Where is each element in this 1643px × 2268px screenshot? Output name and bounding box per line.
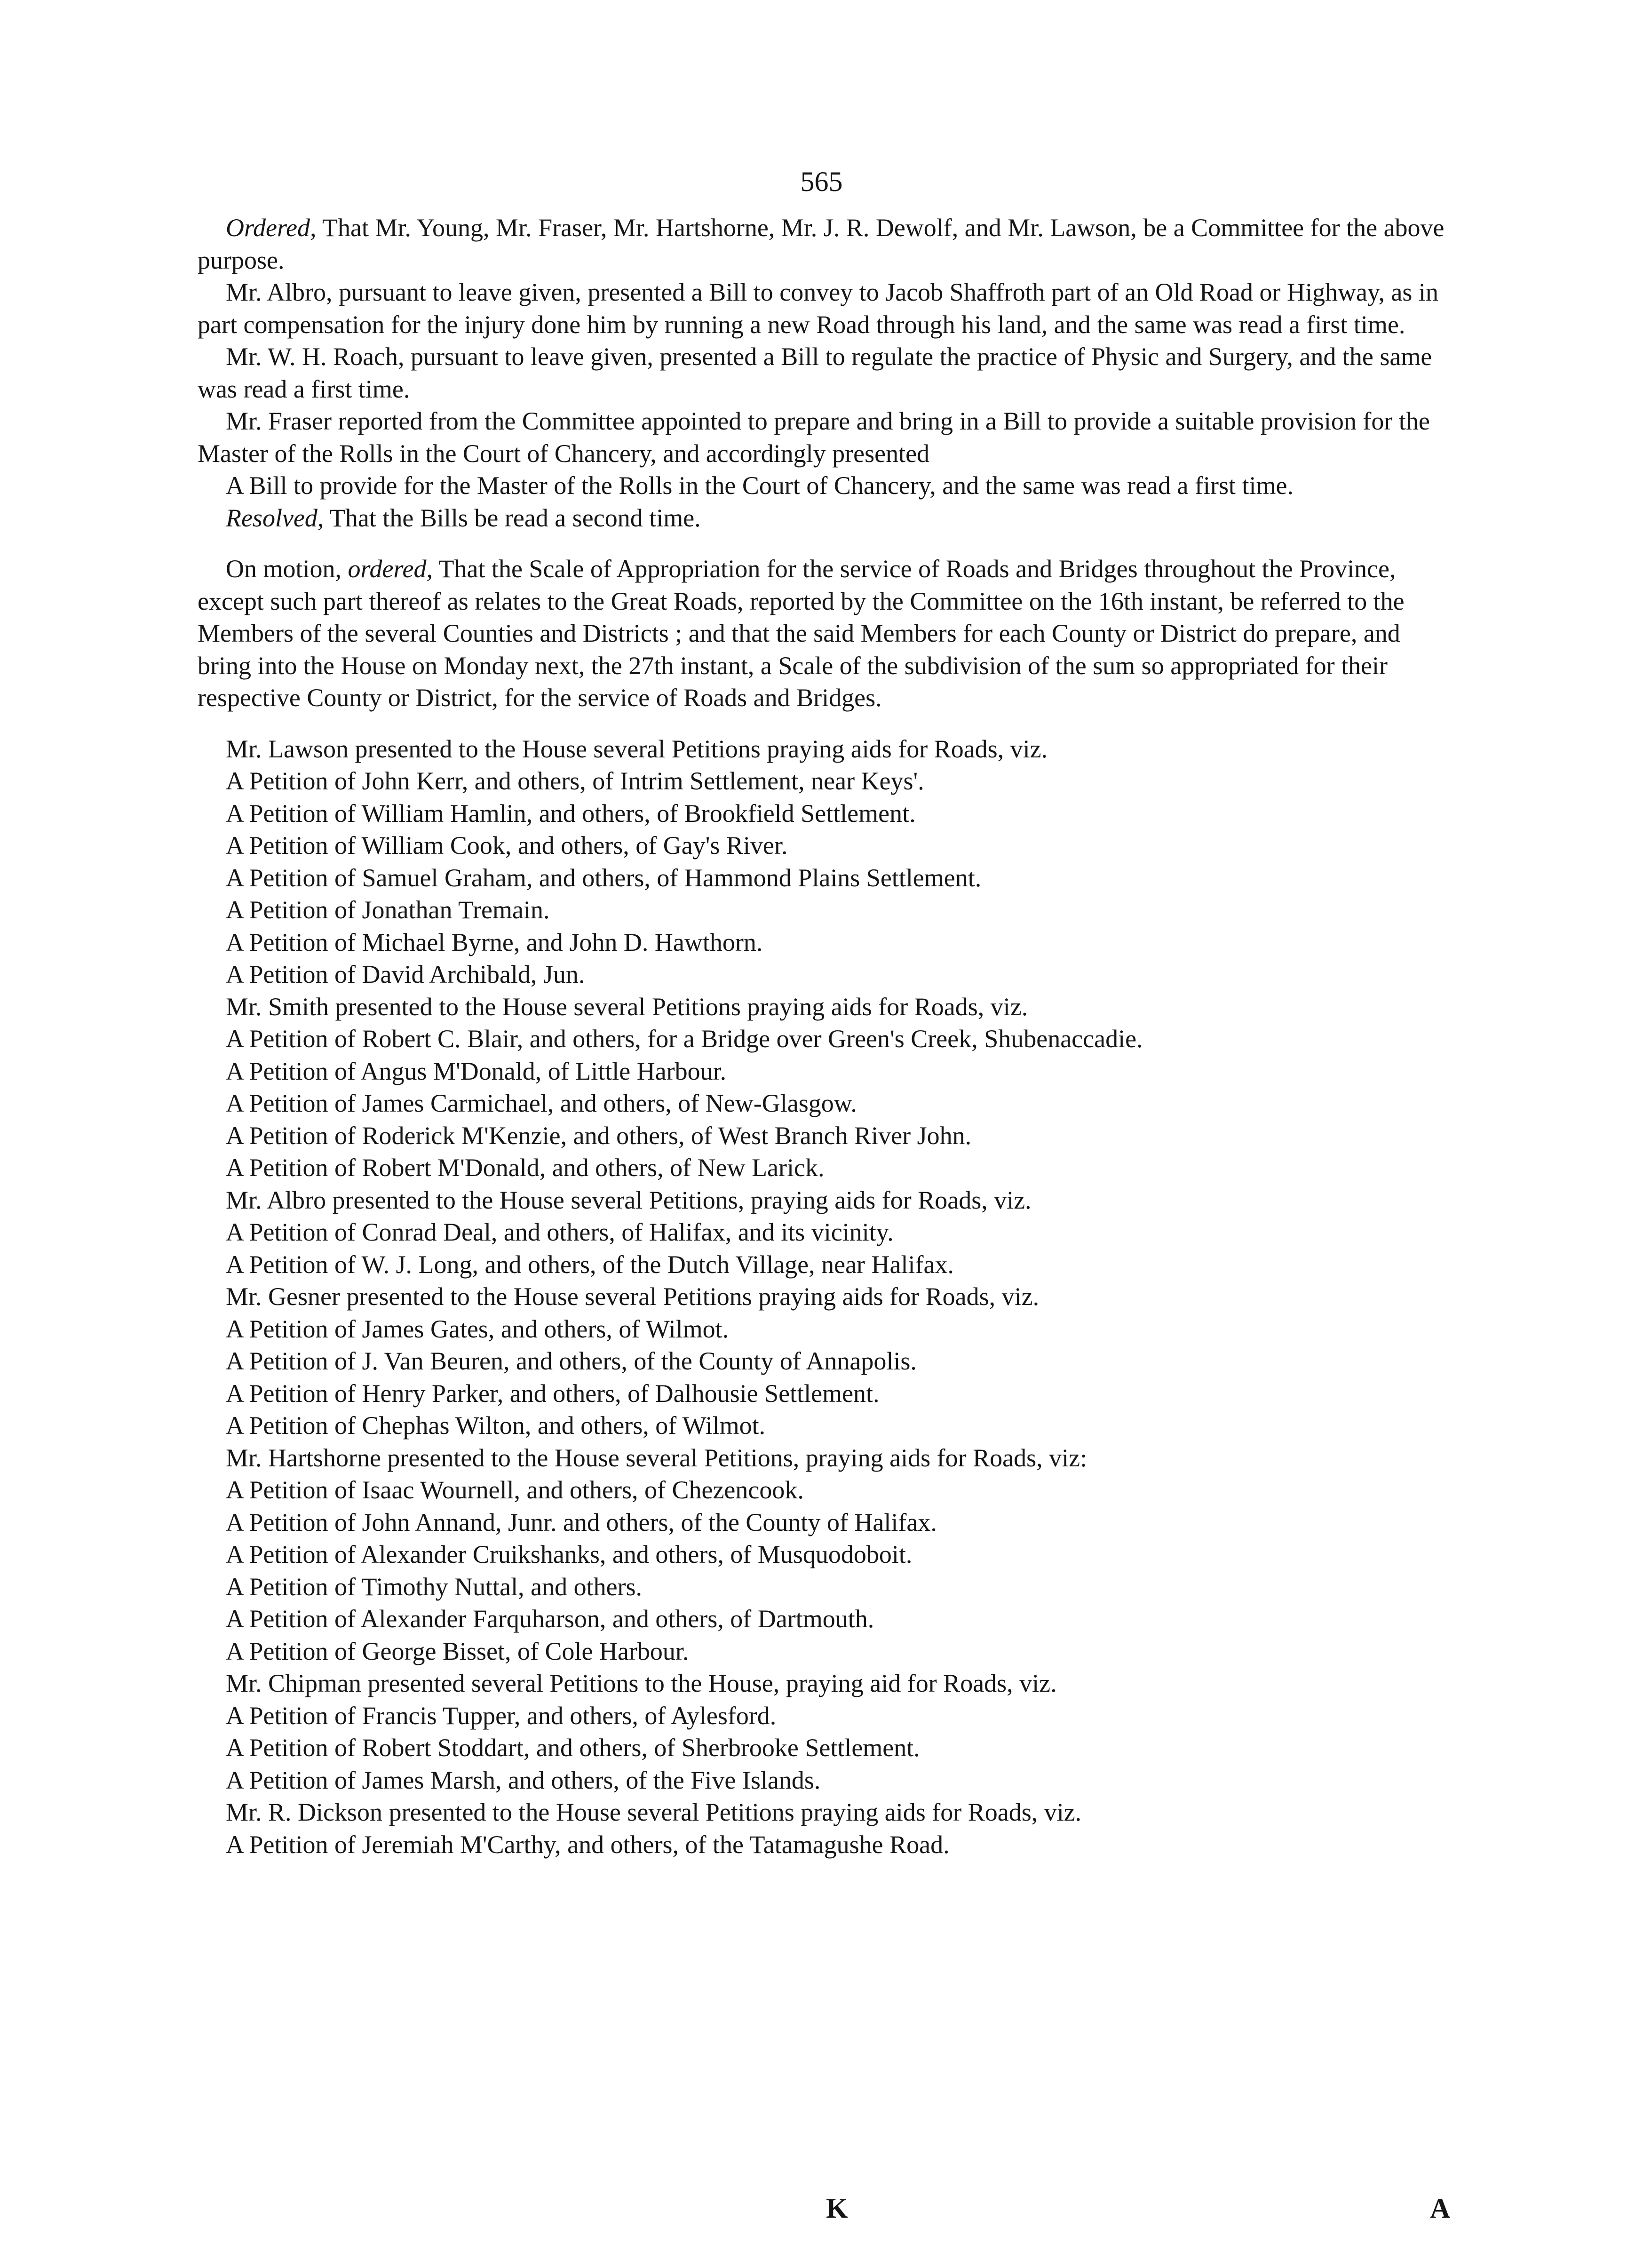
- petition-line: A Petition of William Hamlin, and others, of Brookfield Settlement.: [226, 799, 916, 828]
- petition-line: A Petition of Robert Stoddart, and others, of Sherbrooke Settlement.: [226, 1734, 920, 1762]
- petition-line: A Petition of Jonathan Tremain.: [226, 896, 550, 924]
- paragraph-albro-bill: [198, 276, 1453, 341]
- paragraph-scale-motion: [198, 553, 1453, 714]
- petition-line: A Petition of John Kerr, and others, of Intrim Settlement, near Keys'.: [226, 767, 924, 795]
- page-number: 565: [800, 166, 843, 197]
- petition-line: A Petition of Samuel Graham, and others, of Hammond Plains Settlement.: [226, 863, 982, 892]
- petition-line: A Petition of George Bisset, of Cole Harbour.: [226, 1637, 689, 1665]
- catchword: A: [1430, 2193, 1451, 2224]
- presenter-line: Mr. Hartshorne presented to the House several Petitions, praying aids for Roads, viz:: [226, 1443, 1087, 1472]
- paragraph-text: On motion,: [226, 555, 348, 583]
- presenter-line: Mr. Chipman presented several Petitions to the House, praying aid for Roads, viz.: [226, 1669, 1057, 1697]
- paragraph-text: Mr. W. H. Roach, pursuant to leave given, presented a Bill to regulate the practice of Physic and Surgery, and the same was read a first time.: [198, 342, 1432, 403]
- petition-line: A Petition of William Cook, and others, of Gay's River.: [226, 831, 788, 859]
- paragraph-roach-bill: [198, 341, 1453, 405]
- presenter-line: Mr. Lawson presented to the House several Petitions praying aids for Roads, viz.: [226, 734, 1048, 763]
- petition-line: A Petition of J. Van Beuren, and others, of the County of Annapolis.: [226, 1347, 917, 1375]
- petition-line: A Petition of David Archibald, Jun.: [226, 960, 585, 988]
- petition-line: A Petition of John Annand, Junr. and others, of the County of Halifax.: [226, 1508, 937, 1536]
- petition-line: A Petition of Alexander Farquharson, and others, of Dartmouth.: [226, 1605, 874, 1633]
- petition-line: A Petition of Robert C. Blair, and others, for a Bridge over Green's Creek, Shubenaccadie.: [226, 1025, 1143, 1053]
- petition-line: A Petition of Isaac Wournell, and others, of Chezencook.: [226, 1476, 804, 1504]
- page-body: [198, 212, 1453, 1861]
- paragraph-lead: Resolved,: [226, 503, 324, 532]
- paragraph-text: That the Scale of Appropriation for the service of Roads and Bridges throughout the Province, except such part thereof as relates to the Great Roads, reported by the Committee on the 16th instant, be referred to the Members of the several Counties and Districts ; and that the said Members for each County or District do prepare, and bring into the House on Monday next, the 27th instant, a Scale of the subdivision of the sum so appropriated for their respective County or District, for the service of Roads and Bridges.: [198, 555, 1405, 712]
- presenter-line: Mr. R. Dickson presented to the House several Petitions praying aids for Roads, viz.: [226, 1798, 1082, 1826]
- paragraph-text: That Mr. Young, Mr. Fraser, Mr. Hartshorne, Mr. J. R. Dewolf, and Mr. Lawson, be a Committee for the above purpose.: [198, 214, 1445, 274]
- petitions-list: [198, 733, 1453, 1861]
- petition-line: A Petition of Jeremiah M'Carthy, and others, of the Tatamagushe Road.: [226, 1830, 950, 1859]
- paragraph-fraser-report: [198, 405, 1453, 470]
- petition-line: A Petition of James Gates, and others, of Wilmot.: [226, 1314, 729, 1343]
- petition-line: A Petition of Angus M'Donald, of Little Harbour.: [226, 1057, 727, 1085]
- presenter-line: Mr. Gesner presented to the House several Petitions praying aids for Roads, viz.: [226, 1282, 1040, 1311]
- petition-line: A Petition of James Carmichael, and others, of New-Glasgow.: [226, 1089, 857, 1117]
- paragraph-lead: Ordered,: [226, 214, 317, 242]
- petition-line: A Petition of Alexander Cruikshanks, and others, of Musquodoboit.: [226, 1540, 913, 1568]
- paragraph-text: A Bill to provide for the Master of the Rolls in the Court of Chancery, and the same was read a first time.: [226, 471, 1294, 500]
- paragraph-text: That the Bills be read a second time.: [324, 503, 701, 532]
- presenter-line: Mr. Smith presented to the House several Petitions praying aids for Roads, viz.: [226, 992, 1028, 1021]
- petition-line: A Petition of Conrad Deal, and others, of Halifax, and its vicinity.: [226, 1218, 894, 1246]
- paragraph-rolls-bill: [198, 470, 1453, 502]
- petition-line: A Petition of Chephas Wilton, and others, of Wilmot.: [226, 1411, 766, 1440]
- paragraph-ordered-committee: [198, 212, 1453, 276]
- petition-line: A Petition of Roderick M'Kenzie, and others, of West Branch River John.: [226, 1121, 972, 1150]
- petition-line: A Petition of Michael Byrne, and John D. Hawthorn.: [226, 928, 763, 956]
- petition-line: A Petition of Francis Tupper, and others, of Aylesford.: [226, 1701, 777, 1730]
- paragraph-text: Mr. Fraser reported from the Committee appointed to prepare and bring in a Bill to provide a suitable provision for the Master of the Rolls in the Court of Chancery, and accordingly presented: [198, 407, 1430, 468]
- presenter-line: Mr. Albro presented to the House several Petitions, praying aids for Roads, viz.: [226, 1186, 1032, 1214]
- petition-line: A Petition of Robert M'Donald, and others, of New Larick.: [226, 1154, 825, 1182]
- petition-line: A Petition of Henry Parker, and others, of Dalhousie Settlement.: [226, 1379, 880, 1408]
- paragraph-text: Mr. Albro, pursuant to leave given, presented a Bill to convey to Jacob Shaffroth part of an Old Road or Highway, as in part compensation for the injury done him by running a new Road through his land, and the same was read a first time.: [198, 278, 1438, 339]
- paragraph-resolved: [198, 502, 1453, 534]
- petition-line: A Petition of Timothy Nuttal, and others.: [226, 1572, 643, 1601]
- signature-mark: K: [826, 2193, 848, 2224]
- petition-line: A Petition of W. J. Long, and others, of the Dutch Village, near Halifax.: [226, 1250, 954, 1279]
- paragraph-lead: ordered,: [348, 555, 433, 583]
- petition-line: A Petition of James Marsh, and others, of the Five Islands.: [226, 1766, 821, 1794]
